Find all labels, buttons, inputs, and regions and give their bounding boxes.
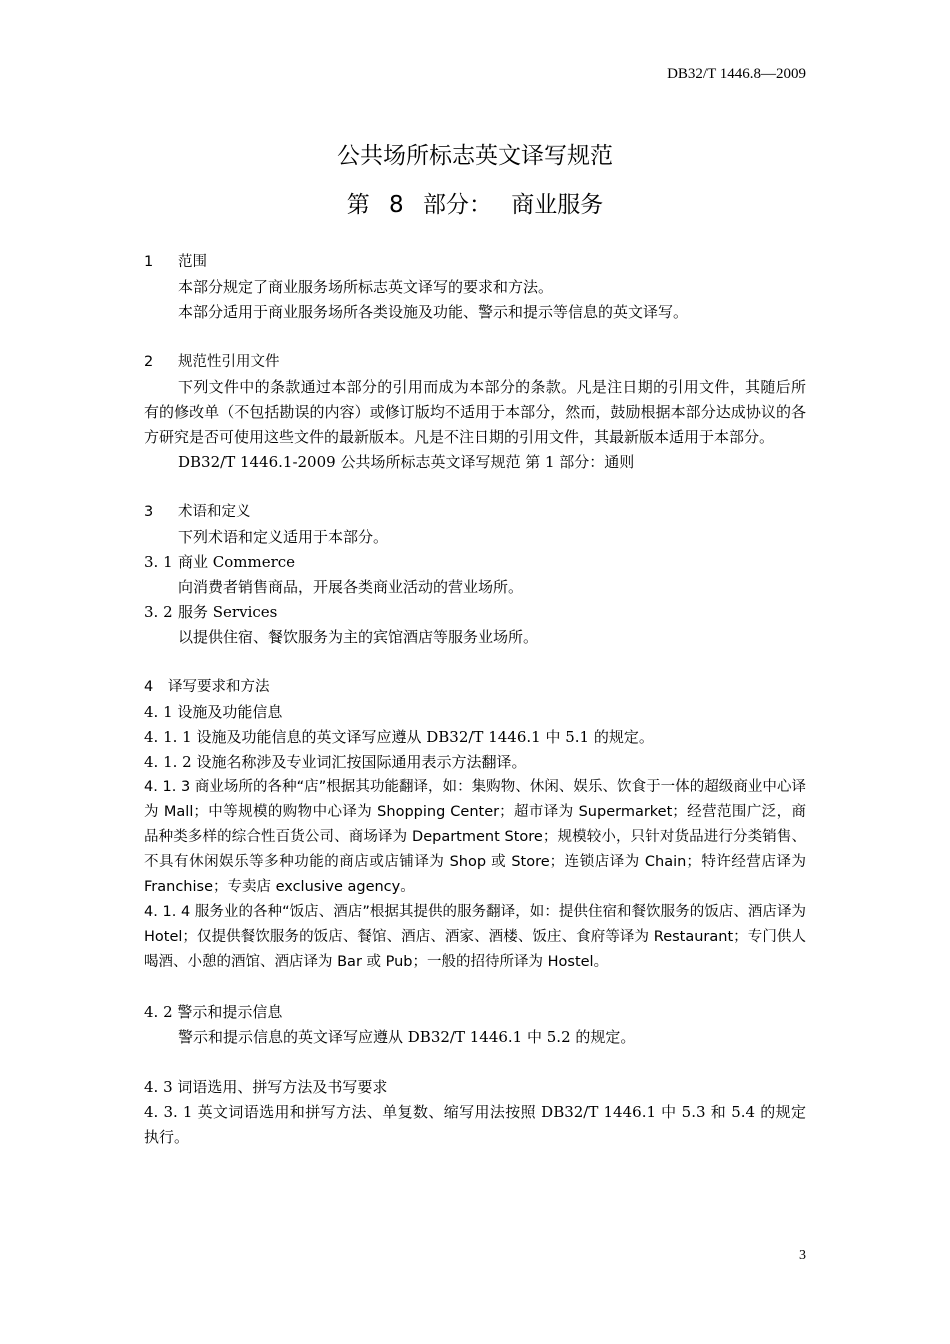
section-1-paragraph: 本部分规定了商业服务场所标志英文译写的要求和方法。 [178,278,554,296]
clause-4-1-2: 4. 1. 2 设施名称涉及专业词汇按国际通用表示方法翻译。 [144,753,527,771]
page-number: 3 [799,1248,806,1263]
term-3-2: 3. 2 服务 Services [144,603,278,621]
document-title: 公共场所标志英文译写规范 [337,143,613,169]
section-1-heading: 1 范围 [144,254,207,270]
document-part-title: 第 8 部分： 商业服务 [346,192,604,218]
clause-4-1-1: 4. 1. 1 设施及功能信息的英文译写应遵从 DB32/T 1446.1 中 5.1 的规定。 [144,728,654,746]
term-3-1-definition: 向消费者销售商品，开展各类商业活动的营业场所。 [178,578,524,596]
section-3-paragraph: 下列术语和定义适用于本部分。 [178,528,389,546]
clause-4-1-3: 4. 1. 3 商业场所的各种“店”根据其功能翻译，如：集购物、休闲、娱乐、饮食于一体的超级商业中心译为 Mall；中等规模的购物中心译为 Shopping Center；超市译为 Supermarket；经营范围广泛，商品种类多样的综合性百货公司、商场译为 Department Store；规模较小，只针对货品进行分类销售、不具有休闲娱乐等多种功能的商店或店铺译为 Shop 或 Store；连锁店译为 Chain；特许经营店译为 Franchise；专卖店 exclusive agency。 [144,779,806,895]
clause-4-3-1: 4. 3. 1 英文词语选用和拼写方法、单复数、缩写用法按照 DB32/T 1446.1 中 5.3 和 5.4 的规定执行。 [144,1103,806,1146]
section-3-heading: 3 术语和定义 [144,504,251,520]
term-3-1: 3. 1 商业 Commerce [144,553,296,571]
section-4-heading: 4 译写要求和方法 [144,679,270,695]
section-4-3-heading: 4. 3 词语选用、拼写方法及书写要求 [144,1078,388,1096]
clause-4-1-4: 4. 1. 4 服务业的各种“饭店、酒店”根据其提供的服务翻译，如：提供住宿和餐饮服务的饭店、酒店译为 Hotel；仅提供餐饮服务的饭店、餐馆、酒店、酒家、酒楼、饭庄、食府等译为 Restaurant；专门供人喝酒、小憩的酒馆、酒店译为 Bar 或 Pub；一般的招待所译为 Hostel。 [144,904,806,970]
section-2-heading: 2 规范性引用文件 [144,354,280,370]
section-1-paragraph: 本部分适用于商业服务场所各类设施及功能、警示和提示等信息的英文译写。 [178,303,689,321]
normative-reference: DB32/T 1446.1-2009 公共场所标志英文译写规范 第 1 部分：通则 [178,453,635,471]
section-2-paragraph: 下列文件中的条款通过本部分的引用而成为本部分的条款。凡是注日期的引用文件，其随后所有的修改单（不包括勘误的内容）或修订版均不适用于本部分，然而，鼓励根据本部分达成协议的各方研究是否可使用这些文件的最新版本。凡是不注日期的引用文件，其最新版本适用于本部分。 [144,378,806,446]
document-body [144,250,806,1150]
section-4-2-paragraph: 警示和提示信息的英文译写应遵从 DB32/T 1446.1 中 5.2 的规定。 [178,1028,636,1046]
section-4-2-heading: 4. 2 警示和提示信息 [144,1003,283,1021]
section-4-1-heading: 4. 1 设施及功能信息 [144,703,283,721]
document-code-header: DB32/T 1446.8—2009 [667,66,806,82]
term-3-2-definition: 以提供住宿、餐饮服务为主的宾馆酒店等服务业场所。 [178,628,539,646]
